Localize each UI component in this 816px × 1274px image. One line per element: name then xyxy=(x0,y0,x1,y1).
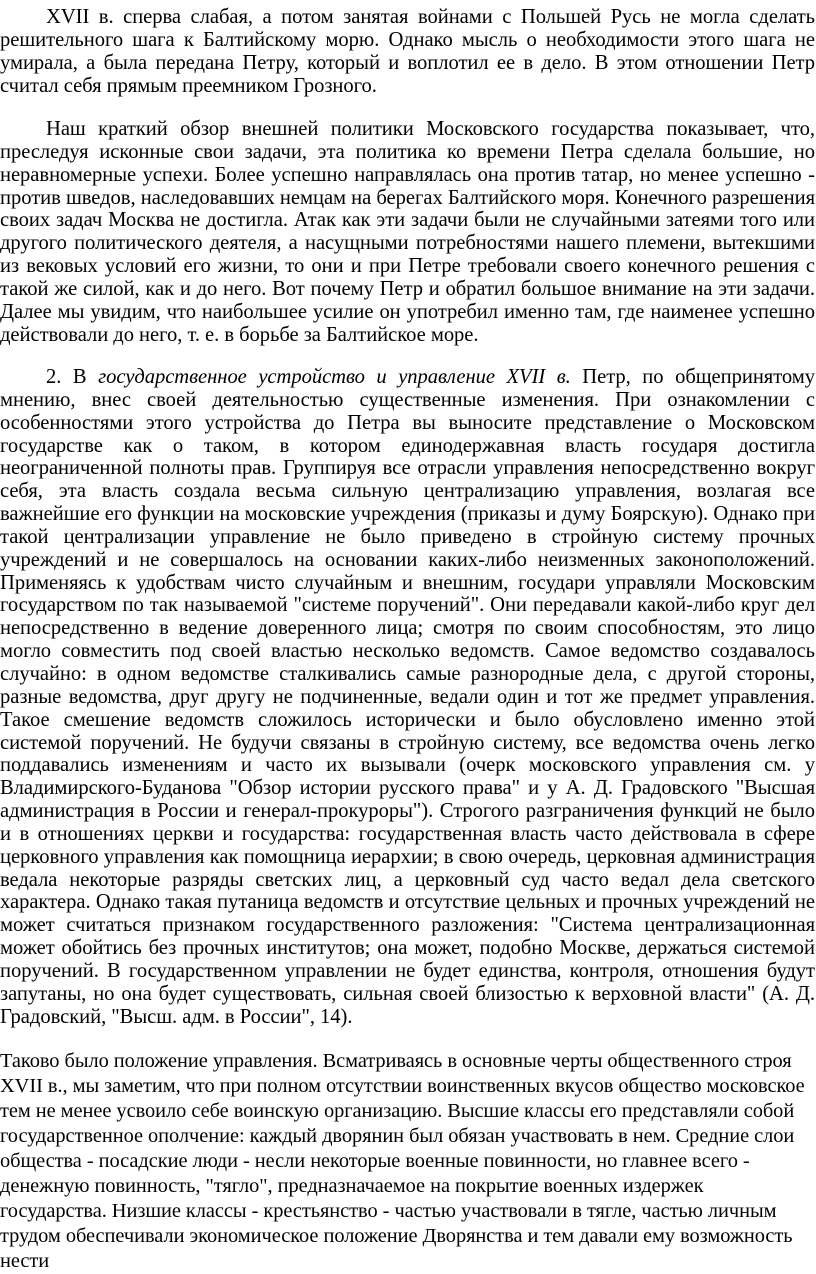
paragraph-3 xyxy=(0,366,815,1028)
paragraph-4 xyxy=(0,1049,812,1274)
paragraph-1 xyxy=(0,6,815,97)
paragraph-3-lead: 2. В xyxy=(46,366,99,388)
paragraph-2 xyxy=(0,118,815,346)
paragraph-4-text: Таково было положение управления. Всматриваясь в основные черты общественного строя XVII в., мы заметим, что при полном отсутствии воинственных вкусов общество московское тем не менее усвоило себе воинскую организацию. Высшие классы его представляли собой государственное ополчение: каждый дворянин был обязан участвовать в нем. Средние слои общества - посадские люди - несли некоторые военные повинности, но главнее всего - денежную повинность, "тягло", предназначаемое на покрытие военных издержек государства. Низшие классы - крестьянство - частью участвовали в тягле, частью личным трудом обеспечивали экономическое положение Дворянства и тем давали ему возможность нести xyxy=(0,1050,805,1272)
paragraph-3-italic-phrase: государственное устройство и управление XVII в. xyxy=(98,366,571,388)
paragraph-2-text: Наш краткий обзор внешней политики Московского государства показывает, что, преследуя исконные свои задачи, эта политика ко времени Петра сделала большие, но неравномерные успехи. Более успешно направлялась она против татар, но менее успешно - против шведов, наследовавших немцам на берегах Балтийского моря. Конечного разрешения своих задач Москва не достигла. Атак как эти задачи были не случайными затеями того или другого политического деятеля, а насущными потребностями нашего племени, вытекшими из вековых условий его жизни, то они и при Петре требовали своего конечного решения с такой же силой, как и до него. Вот почему Петр и обратил большое внимание на эти задачи. Далее мы увидим, что наибольшее усилие он употребил именно там, где наименее успешно действовали до него, т. е. в борьбе за Балтийское море. xyxy=(0,118,815,346)
paragraph-1-text: XVII в. сперва слабая, а потом занятая войнами с Польшей Русь не могла сделать решительного шага к Балтийскому морю. Однако мысль о необходимости этого шага не умирала, а была передана Петру, который и воплотил ее в дело. В этом отношении Петр считал себя прямым преемником Грозного. xyxy=(0,6,815,97)
paragraph-3-text: Петр, по общепринятому мнению, внес своей деятельностью существенные изменения. При ознакомлении с особенностями этого устройства до Петра вы выносите представление о Московском государстве как о таком, в котором единодержавная власть государя достигла неограниченной полноты прав. Группируя все отрасли управления непосредственно вокруг себя, эта власть создала весьма сильную централизацию управления, возлагая все важнейшие его функции на московские учреждения (приказы и думу Боярскую). Однако при такой централизации управление не было приведено в стройную систему прочных учреждений и не совершалось на основании каких-либо неизменных законоположений. Применяясь к удобствам чисто случайным и внешним, государи управляли Московским государством по так называемой "системе поручений". Они передавали какой-либо круг дел непосредственно в ведение доверенного лица; смотря по своим способностям, это лицо могло совместить под своей властью несколько ведомств. Самое ведомство создавалось случайно: в одном ведомстве сталкивались самые разнородные дела, с другой стороны, разные ведомства, друг другу не подчиненные, ведали один и тот же предмет управления. Такое смешение ведомств сложилось исторически и было обусловлено именно этой системой поручений. Не будучи связаны в стройную систему, все ведомства очень легко поддавались изменениям и часто их вызывали (очерк московского управления см. у Владимирского-Буданова "Обзор истории русского права" и у А. Д. Градовского "Высшая администрация в России и генерал-прокуроры"). Строгого разграничения функций не было и в отношениях церкви и государства: государственная власть часто действовала в сфере церковного управления как помощница иерархии; в свою очередь, церковная администрация ведала некоторые разряды светских лиц, а церковный суд часто ведал дела светского характера. Однако такая путаница ведомств и отсутствие цельных и прочных учреждений не может считаться признаком государственного разложения: "Система централизационная может обойтись без прочных институтов; она может, подобно Москве, держаться системой поручений. В государственном управлении не будет единства, контроля, отношения будут запутаны, но она будет существовать, сильная своей близостью к верховной власти" (А. Д. Градовский, "Высш. адм. в России", 14). xyxy=(0,366,815,1028)
